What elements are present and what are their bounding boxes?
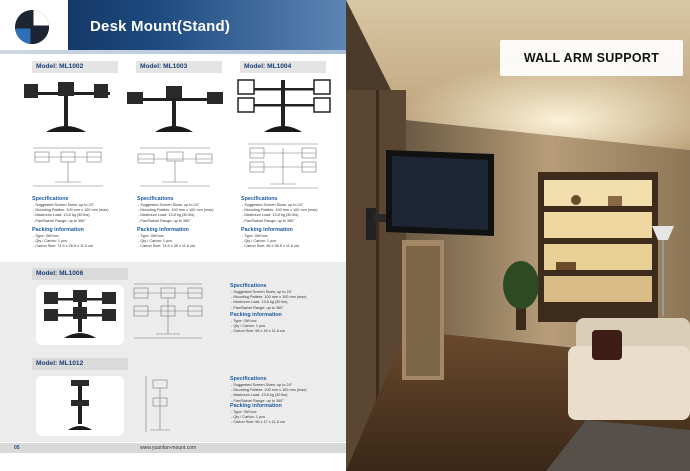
ml1002-packing-heading: Packing information [32, 227, 84, 233]
ml1012-specifications-heading: Specifications [230, 376, 267, 382]
ml1002-packing-list: - Type: Gift box - Qty / Carton: 1 pcs - Carton Size: 74.5 x 26.5 x 11.0 cm [33, 234, 94, 249]
ml1004-specifications-heading: Specifications [241, 196, 278, 202]
model-label-ml1003: Model: ML1003 [136, 61, 222, 73]
ml1006-packing-heading: Packing information [230, 312, 282, 318]
banner-title: WALL ARM SUPPORT [523, 51, 660, 65]
ml1012-dimension-diagram [144, 372, 176, 436]
ml1002-product-photo [18, 76, 118, 136]
ml1006-specifications-heading: Specifications [230, 283, 267, 289]
ml1002-dimension-diagram [25, 142, 111, 192]
ml1006-product-photo [42, 288, 118, 342]
model-label-ml1012: Model: ML1012 [32, 358, 128, 370]
ml1006-packing-list: - Type: Gift box - Qty / Carton: 1 pcs - Carton Size: 96 x 49 x 11.8 cm [231, 319, 285, 334]
ml1002-specifications-list: - Suggested Screen Sizes: up to 24" - Mounting Pattern: 100 mm x 100 mm (max) - Maximum Load: 13.8 kg (30 lbs) - Pan/Swivel Range: up to 360° [33, 203, 109, 223]
ml1003-specifications-heading: Specifications [137, 196, 174, 202]
website-url: www.yuanfan-mount.com [140, 445, 197, 451]
model-label-ml1006: Model: ML1006 [32, 268, 128, 280]
wall-arm-banner [500, 40, 683, 76]
page-title: Desk Mount(Stand) [90, 18, 231, 35]
ml1006-specifications-list: - Suggested Screen Sizes: up to 24" - Mounting Pattern: 100 mm x 100 mm (max) - Maximum Load: 13.8 kg (30 lbs) - Pan/Swivel Range: up to 360° [231, 290, 307, 310]
ml1004-specifications-list: - Suggested Screen Sizes: up to 24" - Mounting Pattern: 100 mm x 100 mm (max) - Maximum Load: 13.8 kg (30 lbs) - Pan/Swivel Range: up to 360° [242, 203, 318, 223]
ml1002-specifications-heading: Specifications [32, 196, 69, 202]
ml1004-product-photo [234, 74, 334, 136]
ml1003-product-photo [125, 80, 225, 136]
ml1003-specifications-list: - Suggested Screen Sizes: up to 24" - Mounting Pattern: 100 mm x 100 mm (max) - Maximum Load: 13.8 kg (30 lbs) - Pan/Swivel Range: up to 360° [138, 203, 214, 223]
ml1012-packing-heading: Packing information [230, 403, 282, 409]
model-label-ml1002: Model: ML1002 [32, 61, 118, 73]
wall-arm-room-photo [346, 0, 690, 471]
ml1003-packing-list: - Type: Gift box - Qty / Carton: 1 pcs - Carton Size: 74.5 x 35 x 11.8 cm [138, 234, 196, 249]
ml1004-dimension-diagram [240, 140, 326, 192]
ml1012-specifications-list: - Suggested Screen Sizes: up to 24" - Mounting Pattern: 100 mm x 100 mm (max) - Maximum Load: 13.8 kg (30 lbs) - Pan/Swivel Range: up to 360° [231, 383, 307, 403]
brand-logo-icon [14, 9, 50, 45]
ml1003-dimension-diagram [132, 142, 218, 192]
ml1006-dimension-diagram [130, 280, 206, 342]
ml1003-packing-heading: Packing information [137, 227, 189, 233]
ml1012-packing-list: - Type: Gift box - Qty / Carton: 1 pcs - Carton Size: 96 x 17 x 11.8 cm [231, 410, 285, 425]
ml1012-product-photo [62, 378, 98, 434]
ml1004-packing-heading: Packing information [241, 227, 293, 233]
ml1004-packing-list: - Type: Gift box - Qty / Carton: 1 pcs - Carton Size: 96 x 36.5 x 11.8 cm [242, 234, 300, 249]
page-number: 05 [14, 445, 20, 451]
model-label-ml1004: Model: ML1004 [240, 61, 326, 73]
